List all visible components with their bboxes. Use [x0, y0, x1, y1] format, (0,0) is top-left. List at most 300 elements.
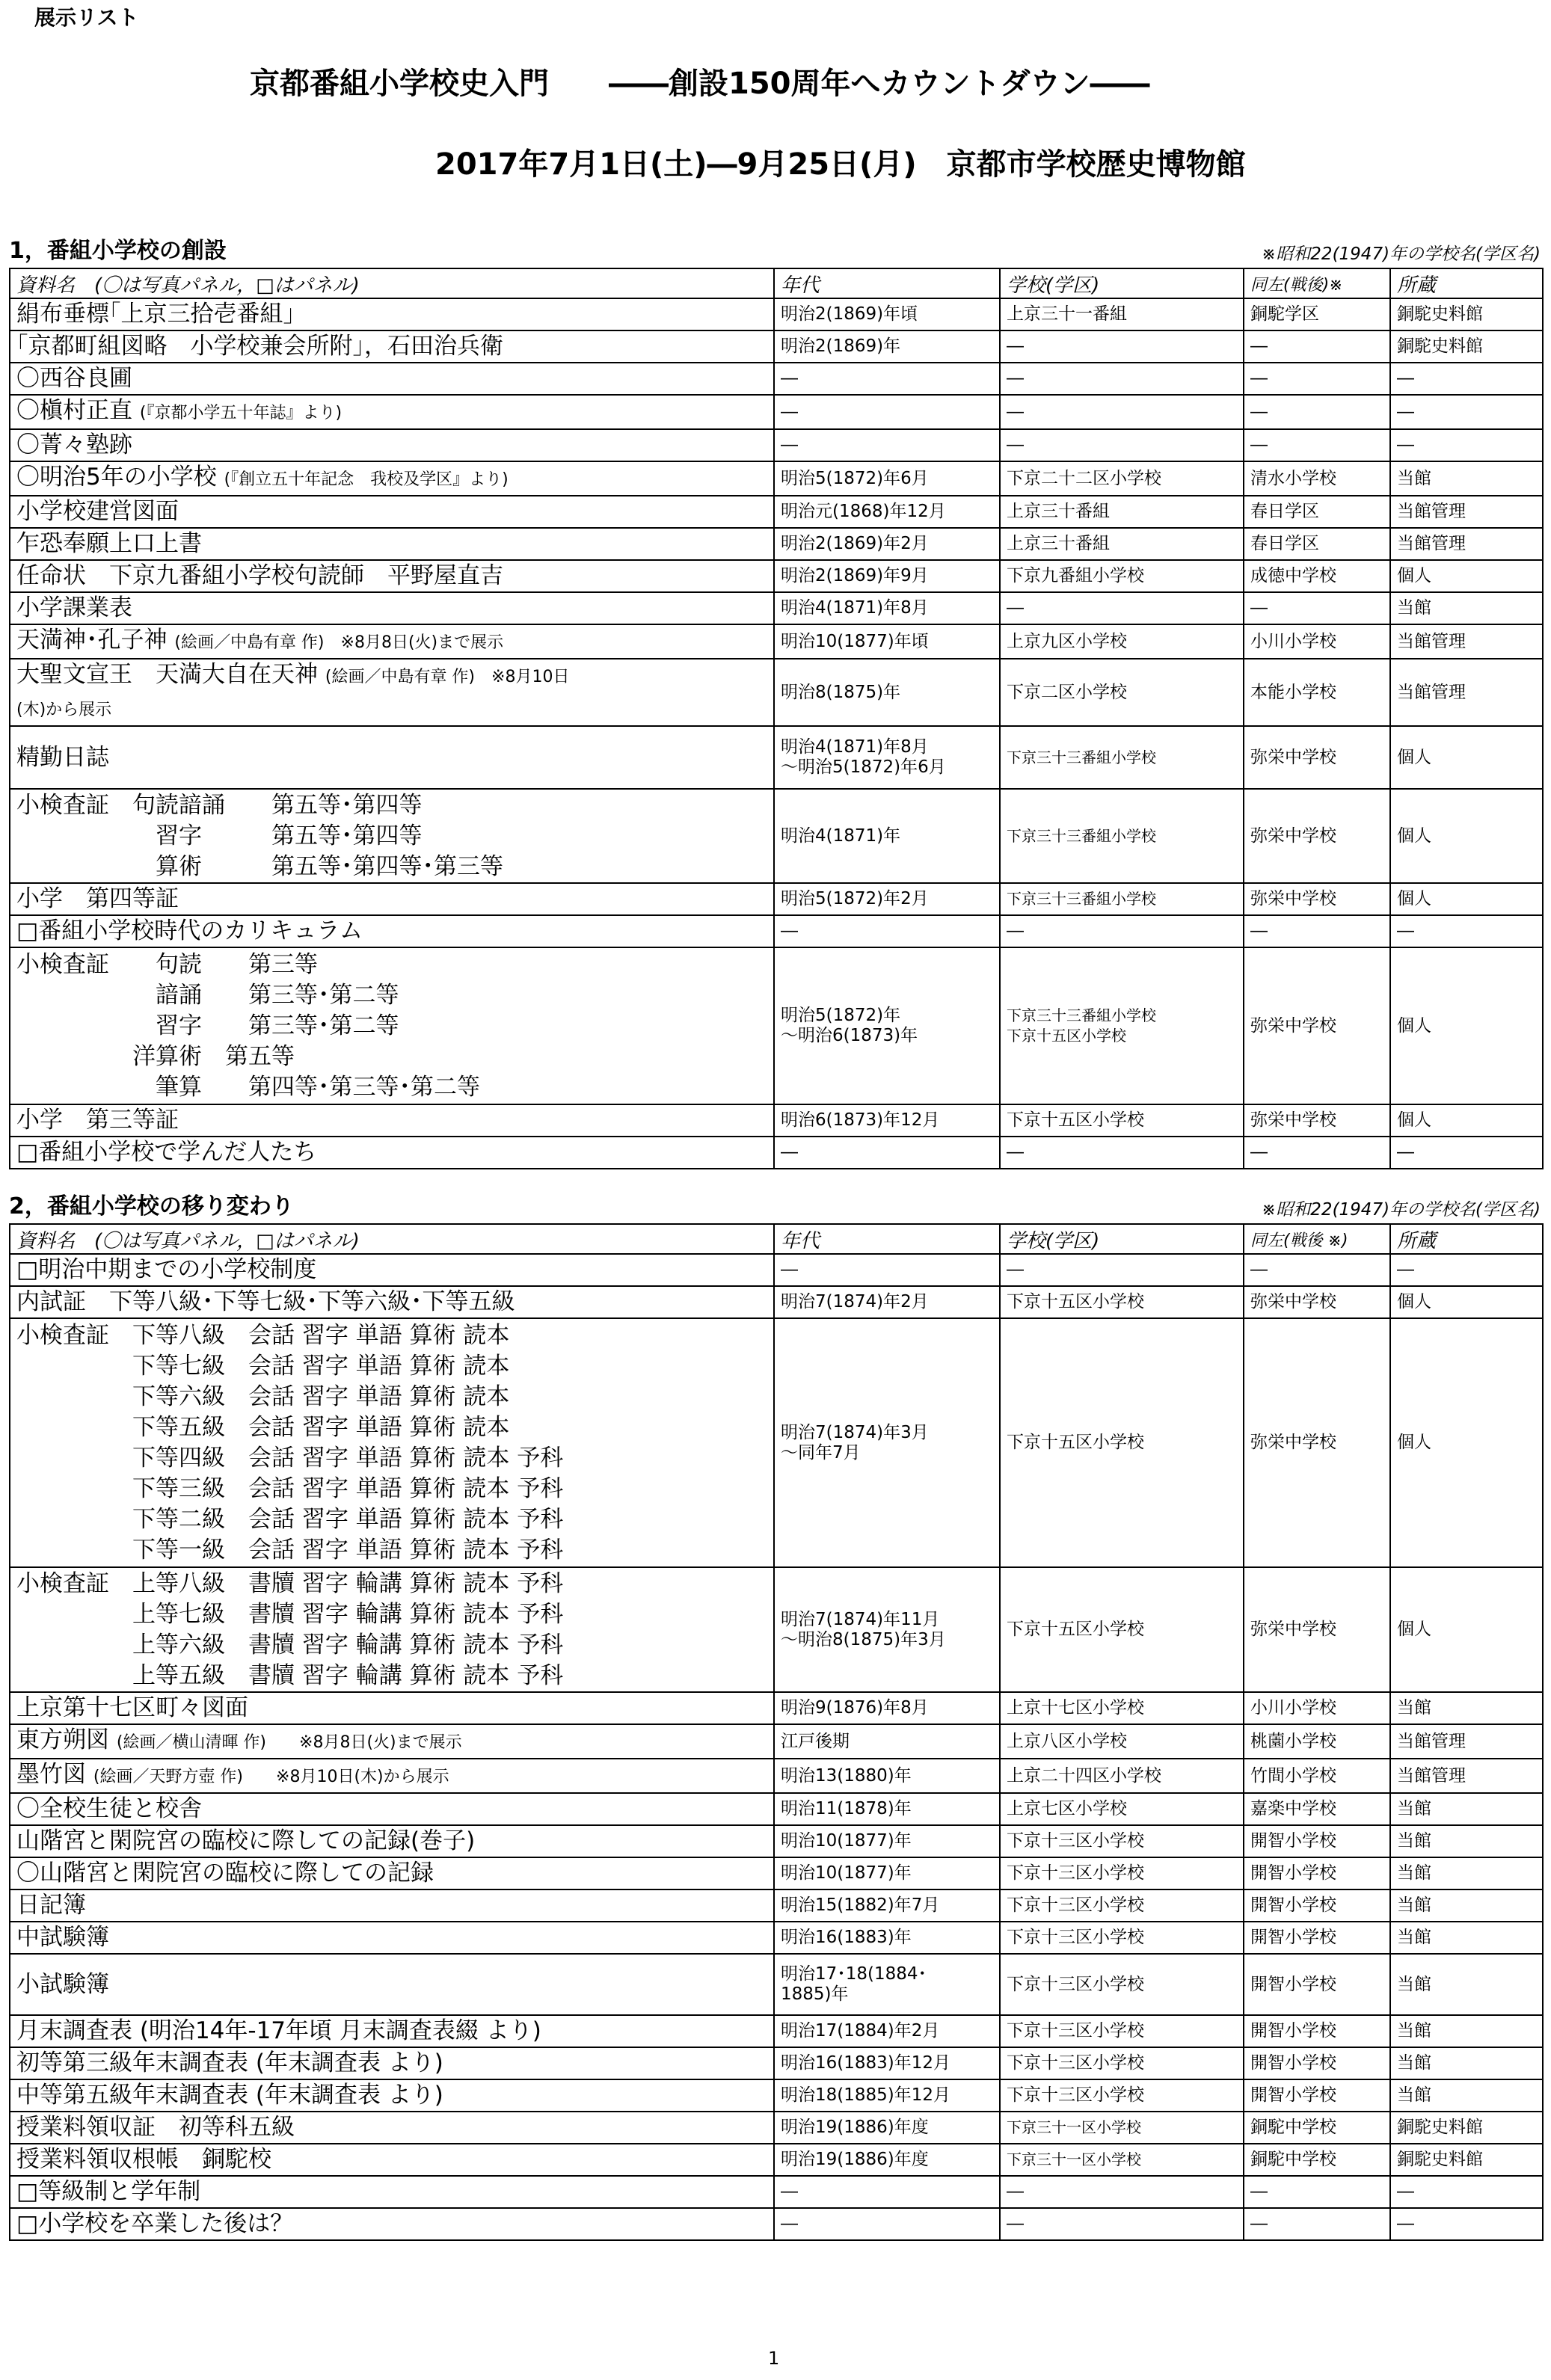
item-name-cell	[10, 947, 774, 1104]
owner-cell: 当館管理	[1390, 659, 1543, 726]
item-name-cell	[10, 2144, 774, 2176]
owner-cell: 当館	[1390, 461, 1543, 496]
school-cell: 上京十七区小学校	[1000, 1692, 1244, 1724]
item-name-cell	[10, 915, 774, 947]
column-header: 同左(戦後)※	[1244, 268, 1390, 298]
school-cell: 下京十五区小学校	[1000, 1318, 1244, 1567]
table-row	[10, 528, 1543, 560]
district-cell: ―	[1244, 395, 1390, 429]
owner-cell: 当館	[1390, 1954, 1543, 2015]
item-name: 小検査証 下等八級 会話 習字 単語 算術 読本 下等七級 会話 習字 単語 算術 読本 下等六級 会話 習字 単語 算術 読本 下等五級 会話 習字 単語 算術 読本 下等四級 会話 習字 単語 算術 読本 予科 下等三級 会話 習字 単語 算術 読本 予科 下等二級 会話 習字 単語 算術 読本 予科 下等一級 会話 習字 単語 算術 読本 予科	[16, 1321, 564, 1563]
item-name-cell	[10, 726, 774, 789]
item-name-cell	[10, 330, 774, 363]
era-cell: 明治4(1871)年	[774, 789, 1000, 883]
table-row	[10, 395, 1543, 429]
item-name-cell	[10, 528, 774, 560]
era-cell: 明治18(1885)年12月	[774, 2079, 1000, 2112]
table-row	[10, 1286, 1543, 1318]
school-cell: 下京十三区小学校	[1000, 2079, 1244, 2112]
item-name-cell	[10, 592, 774, 624]
table-row	[10, 1104, 1543, 1137]
school-cell: ―	[1000, 1137, 1244, 1169]
era-cell: 明治13(1880)年	[774, 1759, 1000, 1793]
era-cell: 明治6(1873)年12月	[774, 1104, 1000, 1137]
district-cell: 嘉楽中学校	[1244, 1793, 1390, 1825]
era-cell: 明治7(1874)年2月	[774, 1286, 1000, 1318]
item-name-cell	[10, 298, 774, 330]
item-name-cell	[10, 1692, 774, 1724]
school-cell: 下京三十一区小学校	[1000, 2144, 1244, 2176]
item-name-cell	[10, 1825, 774, 1857]
owner-cell: 当館管理	[1390, 1759, 1543, 1793]
column-header: 資料名 (〇は写真パネル，□はパネル)	[10, 1224, 774, 1254]
school-cell: 下京三十三番組小学校	[1000, 726, 1244, 789]
owner-cell: 当館	[1390, 1692, 1543, 1724]
item-name: 〇西谷良圃	[16, 365, 132, 392]
era-cell: ―	[774, 2176, 1000, 2208]
table-row	[10, 1724, 1543, 1759]
school-cell: 下京十三区小学校	[1000, 1954, 1244, 2015]
item-name-cell	[10, 1889, 774, 1922]
table-row	[10, 1254, 1543, 1286]
school-cell: 下京三十三番組小学校	[1000, 883, 1244, 915]
item-name: 授業料領収証 初等科五級	[16, 2114, 295, 2141]
owner-cell: 個人	[1390, 726, 1543, 789]
district-cell: 弥栄中学校	[1244, 1318, 1390, 1567]
item-name-cell	[10, 395, 774, 429]
item-name-cell	[10, 883, 774, 915]
school-cell: 下京三十三番組小学校	[1000, 789, 1244, 883]
item-name-cell	[10, 1793, 774, 1825]
district-cell: 弥栄中学校	[1244, 789, 1390, 883]
table-row	[10, 2144, 1543, 2176]
owner-cell: ―	[1390, 363, 1543, 395]
owner-cell: 当館管理	[1390, 1724, 1543, 1759]
item-name: 絹布垂標｢上京三拾壱番組｣	[16, 301, 295, 328]
district-cell: 春日学区	[1244, 528, 1390, 560]
owner-cell: 個人	[1390, 1286, 1543, 1318]
item-name: 上京第十七区町々図面	[16, 1694, 248, 1721]
era-cell: 明治5(1872)年 ～明治6(1873)年	[774, 947, 1000, 1104]
district-cell: 開智小学校	[1244, 1857, 1390, 1889]
item-name-cell	[10, 461, 774, 496]
school-cell: ―	[1000, 330, 1244, 363]
item-name: 授業料領収根帳 銅駝校	[16, 2146, 271, 2173]
column-header: 資料名 (〇は写真パネル，□はパネル)	[10, 268, 774, 298]
era-cell: ―	[774, 395, 1000, 429]
district-cell: 竹間小学校	[1244, 1759, 1390, 1793]
owner-cell: 当館	[1390, 1889, 1543, 1922]
item-name: 大聖文宣王 天満大自在天神	[16, 661, 318, 688]
item-name: 小試験簿	[16, 1970, 109, 1998]
school-cell: 下京十五区小学校	[1000, 1104, 1244, 1137]
table-row	[10, 2112, 1543, 2144]
table-row	[10, 560, 1543, 592]
school-cell: 下京十五区小学校	[1000, 1286, 1244, 1318]
era-cell: 明治2(1869)年頃	[774, 298, 1000, 330]
era-cell: 明治17･18(1884･ 1885)年	[774, 1954, 1000, 2015]
district-cell: ―	[1244, 1254, 1390, 1286]
item-name: 内試証 下等八級･下等七級･下等六級･下等五級	[16, 1288, 515, 1315]
table-header-row	[10, 1224, 1543, 1254]
table-row	[10, 2208, 1543, 2240]
school-cell: ―	[1000, 395, 1244, 429]
district-cell: 本能小学校	[1244, 659, 1390, 726]
era-cell: 明治17(1884)年2月	[774, 2015, 1000, 2047]
owner-cell: ―	[1390, 429, 1543, 461]
item-name: ｢京都町組図略 小学校兼会所附｣，石田治兵衛	[16, 333, 503, 360]
item-name: 〇全校生徒と校舎	[16, 1795, 202, 1822]
district-cell: ―	[1244, 363, 1390, 395]
district-cell: 開智小学校	[1244, 1954, 1390, 2015]
table-row	[10, 330, 1543, 363]
owner-cell: ―	[1390, 915, 1543, 947]
column-header: 同左(戦後 ※)	[1244, 1224, 1390, 1254]
table-row	[10, 1759, 1543, 1793]
item-name: 小学 第三等証	[16, 1107, 179, 1134]
owner-cell: 個人	[1390, 560, 1543, 592]
school-cell: 上京二十四区小学校	[1000, 1759, 1244, 1793]
school-cell: ―	[1000, 2208, 1244, 2240]
table-row	[10, 1954, 1543, 2015]
school-cell: 上京三十番組	[1000, 528, 1244, 560]
item-name-cell	[10, 2047, 774, 2079]
district-cell: 開智小学校	[1244, 1922, 1390, 1954]
item-name-cell	[10, 2015, 774, 2047]
item-name-cell	[10, 560, 774, 592]
district-cell: 春日学区	[1244, 496, 1390, 528]
item-name: 月末調査表 (明治14年-17年頃 月末調査表綴 より)	[16, 2017, 541, 2044]
district-cell: 開智小学校	[1244, 2015, 1390, 2047]
owner-cell: 個人	[1390, 1567, 1543, 1692]
district-cell: 開智小学校	[1244, 2079, 1390, 2112]
section-title: 2，番組小学校の移り変わり	[9, 1193, 294, 1220]
table-row	[10, 592, 1543, 624]
owner-cell: ―	[1390, 395, 1543, 429]
era-cell: 明治5(1872)年2月	[774, 883, 1000, 915]
item-name: 〇山階宮と閑院宮の臨校に際しての記録	[16, 1860, 434, 1887]
school-cell: 上京七区小学校	[1000, 1793, 1244, 1825]
school-cell: ―	[1000, 429, 1244, 461]
table-row	[10, 883, 1543, 915]
era-cell: ―	[774, 363, 1000, 395]
table-row	[10, 1889, 1543, 1922]
owner-cell: 当館管理	[1390, 528, 1543, 560]
item-name-cell	[10, 624, 774, 659]
school-cell: 下京二十二区小学校	[1000, 461, 1244, 496]
era-cell: 江戸後期	[774, 1724, 1000, 1759]
item-name: 〇菁々塾跡	[16, 431, 132, 458]
district-cell: 弥栄中学校	[1244, 1286, 1390, 1318]
item-name: 天満神･孔子神	[16, 627, 168, 654]
item-name: □明治中期までの小学校制度	[16, 1256, 317, 1283]
item-name-cell	[10, 1104, 774, 1137]
era-cell: 明治19(1886)年度	[774, 2144, 1000, 2176]
era-cell: 明治15(1882)年7月	[774, 1889, 1000, 1922]
item-name-cell	[10, 496, 774, 528]
item-name-cell	[10, 2079, 774, 2112]
owner-cell: 当館	[1390, 1857, 1543, 1889]
page-label: 展示リスト	[34, 5, 139, 30]
item-name-cell	[10, 1724, 774, 1759]
section-note: ※昭和22(1947)年の学校名(学区名)	[1262, 1200, 1541, 1220]
table-row	[10, 947, 1543, 1104]
era-cell: 明治16(1883)年12月	[774, 2047, 1000, 2079]
district-cell: 弥栄中学校	[1244, 1567, 1390, 1692]
era-cell: ―	[774, 1254, 1000, 1286]
table-row	[10, 2047, 1543, 2079]
table-header-row	[10, 268, 1543, 298]
table-row	[10, 624, 1543, 659]
item-name-cell	[10, 1857, 774, 1889]
column-header: 所蔵	[1390, 1224, 1543, 1254]
item-name: 中試験簿	[16, 1924, 109, 1951]
owner-cell: 当館	[1390, 1793, 1543, 1825]
owner-cell: ―	[1390, 2176, 1543, 2208]
item-name: 初等第三級年末調査表 (年末調査表 より)	[16, 2050, 443, 2076]
district-cell: ―	[1244, 915, 1390, 947]
district-cell: 開智小学校	[1244, 1889, 1390, 1922]
item-name-cell	[10, 1286, 774, 1318]
school-cell: 下京二区小学校	[1000, 659, 1244, 726]
item-name-cell	[10, 429, 774, 461]
district-cell: ―	[1244, 592, 1390, 624]
table-row	[10, 1318, 1543, 1567]
table-row	[10, 1857, 1543, 1889]
exhibit-table-1	[9, 268, 1544, 1169]
table-row	[10, 1922, 1543, 1954]
owner-cell: 個人	[1390, 1318, 1543, 1567]
era-cell: 明治10(1877)年	[774, 1857, 1000, 1889]
era-cell: 明治19(1886)年度	[774, 2112, 1000, 2144]
school-cell: 上京九区小学校	[1000, 624, 1244, 659]
table-row	[10, 298, 1543, 330]
column-header: 学校(学区)	[1000, 268, 1244, 298]
item-name: 〇槇村正直	[16, 397, 132, 424]
item-note: (絵画／中島有章 作) ※8月10日 (木)から展示	[16, 668, 570, 719]
era-cell: 明治4(1871)年8月 ～明治5(1872)年6月	[774, 726, 1000, 789]
item-name-cell	[10, 1922, 774, 1954]
item-note: (絵画／中島有章 作) ※8月8日(火)まで展示	[174, 633, 504, 652]
table-row	[10, 1692, 1543, 1724]
item-name-cell	[10, 1567, 774, 1692]
table-row	[10, 1137, 1543, 1169]
owner-cell: 当館	[1390, 2079, 1543, 2112]
district-cell: 銅駝中学校	[1244, 2144, 1390, 2176]
item-name: □等級制と学年制	[16, 2178, 201, 2205]
item-name: 小検査証 句読諳誦 第五等･第四等 習字 第五等･第四等 算術 第五等･第四等･第三等	[16, 791, 503, 880]
district-cell: 小川小学校	[1244, 624, 1390, 659]
item-name: 乍恐奉願上口上書	[16, 530, 202, 557]
item-name: 中等第五級年末調査表 (年末調査表 より)	[16, 2082, 443, 2109]
school-cell: 下京十三区小学校	[1000, 1857, 1244, 1889]
item-name: 小学校建営図面	[16, 498, 179, 525]
district-cell: ―	[1244, 330, 1390, 363]
district-cell: 小川小学校	[1244, 1692, 1390, 1724]
district-cell: 弥栄中学校	[1244, 726, 1390, 789]
era-cell: ―	[774, 915, 1000, 947]
school-cell: ―	[1000, 363, 1244, 395]
table-row	[10, 2015, 1543, 2047]
owner-cell: 当館管理	[1390, 624, 1543, 659]
exhibition-title: 京都番組小学校史入門 ――創設150周年へカウントダウン――	[250, 67, 1150, 101]
item-name-cell	[10, 2112, 774, 2144]
era-cell: 明治11(1878)年	[774, 1793, 1000, 1825]
item-name: 東方朔図	[16, 1726, 109, 1753]
table-row	[10, 789, 1543, 883]
owner-cell: 個人	[1390, 1104, 1543, 1137]
district-cell: ―	[1244, 1137, 1390, 1169]
table-row	[10, 363, 1543, 395]
table-row	[10, 429, 1543, 461]
era-cell: 明治7(1874)年3月 ～同年7月	[774, 1318, 1000, 1567]
school-cell: 下京十三区小学校	[1000, 1825, 1244, 1857]
table-row	[10, 461, 1543, 496]
era-cell: ―	[774, 2208, 1000, 2240]
district-cell: 銅駝中学校	[1244, 2112, 1390, 2144]
table-row	[10, 2079, 1543, 2112]
era-cell: 明治2(1869)年2月	[774, 528, 1000, 560]
district-cell: 清水小学校	[1244, 461, 1390, 496]
item-name: 小学課業表	[16, 594, 132, 621]
school-cell: 下京九番組小学校	[1000, 560, 1244, 592]
school-cell: 下京十三区小学校	[1000, 1889, 1244, 1922]
owner-cell: 個人	[1390, 789, 1543, 883]
item-name-cell	[10, 363, 774, 395]
page-number: 1	[768, 2348, 780, 2369]
district-cell: 開智小学校	[1244, 2047, 1390, 2079]
district-cell: 開智小学校	[1244, 1825, 1390, 1857]
item-name: 〇明治5年の小学校	[16, 464, 217, 491]
table-row	[10, 1567, 1543, 1692]
owner-cell: ―	[1390, 1254, 1543, 1286]
district-cell: 桃薗小学校	[1244, 1724, 1390, 1759]
item-name: 任命状 下京九番組小学校句読師 平野屋直吉	[16, 562, 503, 589]
era-cell: 明治8(1875)年	[774, 659, 1000, 726]
owner-cell: 銅駝史料館	[1390, 298, 1543, 330]
district-cell: 銅駝学区	[1244, 298, 1390, 330]
school-cell: 下京三十三番組小学校 下京十五区小学校	[1000, 947, 1244, 1104]
column-header: 所蔵	[1390, 268, 1543, 298]
era-cell: 明治10(1877)年頃	[774, 624, 1000, 659]
owner-cell: ―	[1390, 1137, 1543, 1169]
table-row	[10, 1793, 1543, 1825]
item-name: 精勤日誌	[16, 743, 109, 771]
school-cell: 下京十三区小学校	[1000, 2015, 1244, 2047]
item-name: 山階宮と閑院宮の臨校に際しての記録(巻子)	[16, 1827, 476, 1854]
school-cell: ―	[1000, 915, 1244, 947]
section-2-header	[9, 1192, 1541, 1222]
era-cell: 明治5(1872)年6月	[774, 461, 1000, 496]
item-note: (絵画／横山清暉 作) ※8月8日(火)まで展示	[116, 1733, 462, 1752]
table-row	[10, 915, 1543, 947]
era-cell: 明治2(1869)年	[774, 330, 1000, 363]
item-name: □番組小学校時代のカリキュラム	[16, 917, 363, 944]
table-row	[10, 726, 1543, 789]
district-cell: 成徳中学校	[1244, 560, 1390, 592]
era-cell: 明治4(1871)年8月	[774, 592, 1000, 624]
table-row	[10, 659, 1543, 726]
owner-cell: ―	[1390, 2208, 1543, 2240]
school-cell: 下京三十一区小学校	[1000, 2112, 1244, 2144]
school-cell: 下京十三区小学校	[1000, 1922, 1244, 1954]
item-name-cell	[10, 1954, 774, 2015]
table-row	[10, 2176, 1543, 2208]
owner-cell: 当館	[1390, 1922, 1543, 1954]
owner-cell: 銅駝史料館	[1390, 2112, 1543, 2144]
district-cell: ―	[1244, 429, 1390, 461]
owner-cell: 当館	[1390, 592, 1543, 624]
section-note: ※昭和22(1947)年の学校名(学区名)	[1262, 245, 1541, 264]
item-name-cell	[10, 1254, 774, 1286]
item-name-cell	[10, 2176, 774, 2208]
owner-cell: 銅駝史料館	[1390, 330, 1543, 363]
era-cell: 明治7(1874)年11月 ～明治8(1875)年3月	[774, 1567, 1000, 1692]
school-cell: 上京三十番組	[1000, 496, 1244, 528]
item-note: (『創立五十年記念 我校及学区』より)	[224, 470, 509, 489]
era-cell: 明治元(1868)年12月	[774, 496, 1000, 528]
item-name-cell	[10, 789, 774, 883]
item-name: 日記簿	[16, 1892, 86, 1919]
item-name: 小学 第四等証	[16, 885, 179, 912]
column-header: 年代	[774, 268, 1000, 298]
district-cell: 弥栄中学校	[1244, 947, 1390, 1104]
school-cell: 上京八区小学校	[1000, 1724, 1244, 1759]
item-note: (『京都小学五十年誌』より)	[139, 404, 343, 422]
owner-cell: 個人	[1390, 947, 1543, 1104]
item-name: 小検査証 句読 第三等 諳誦 第三等･第二等 習字 第三等･第二等 洋算術 第五等 筆算 第四等･第三等･第二等	[16, 950, 480, 1101]
school-cell: ―	[1000, 592, 1244, 624]
owner-cell: 当館	[1390, 1825, 1543, 1857]
exhibit-table-2	[9, 1223, 1544, 2241]
era-cell: 明治16(1883)年	[774, 1922, 1000, 1954]
owner-cell: 個人	[1390, 883, 1543, 915]
exhibition-dates-venue: 2017年7月1日(土)―9月25日(月) 京都市学校歴史博物館	[435, 147, 1246, 182]
item-name: □番組小学校で学んだ人たち	[16, 1139, 317, 1166]
era-cell: 明治9(1876)年8月	[774, 1692, 1000, 1724]
era-cell: 明治10(1877)年	[774, 1825, 1000, 1857]
table-row	[10, 1825, 1543, 1857]
column-header: 年代	[774, 1224, 1000, 1254]
school-cell: 下京十三区小学校	[1000, 2047, 1244, 2079]
owner-cell: 当館	[1390, 2015, 1543, 2047]
owner-cell: 当館管理	[1390, 496, 1543, 528]
school-cell: ―	[1000, 1254, 1244, 1286]
owner-cell: 銅駝史料館	[1390, 2144, 1543, 2176]
item-name-cell	[10, 1759, 774, 1793]
era-cell: ―	[774, 429, 1000, 461]
item-name-cell	[10, 1137, 774, 1169]
item-name: 墨竹図	[16, 1761, 86, 1788]
school-cell: 上京三十一番組	[1000, 298, 1244, 330]
district-cell: ―	[1244, 2176, 1390, 2208]
column-header: 学校(学区)	[1000, 1224, 1244, 1254]
item-name-cell	[10, 1318, 774, 1567]
era-cell: 明治2(1869)年9月	[774, 560, 1000, 592]
item-name: □小学校を卒業した後は？	[16, 2210, 294, 2237]
owner-cell: 当館	[1390, 2047, 1543, 2079]
era-cell: ―	[774, 1137, 1000, 1169]
table-row	[10, 496, 1543, 528]
item-name-cell	[10, 2208, 774, 2240]
item-note: (絵画／天野方壺 作) ※8月10日(木)から展示	[93, 1768, 449, 1786]
district-cell: 弥栄中学校	[1244, 883, 1390, 915]
school-cell: 下京十五区小学校	[1000, 1567, 1244, 1692]
district-cell: 弥栄中学校	[1244, 1104, 1390, 1137]
item-name: 小検査証 上等八級 書牘 習字 輪講 算術 読本 予科 上等七級 書牘 習字 輪講 算術 読本 予科 上等六級 書牘 習字 輪講 算術 読本 予科 上等五級 書牘 習字 輪講 算術 読本 予科	[16, 1569, 564, 1689]
section-1-header	[9, 236, 1541, 266]
section-title: 1，番組小学校の創設	[9, 238, 227, 264]
